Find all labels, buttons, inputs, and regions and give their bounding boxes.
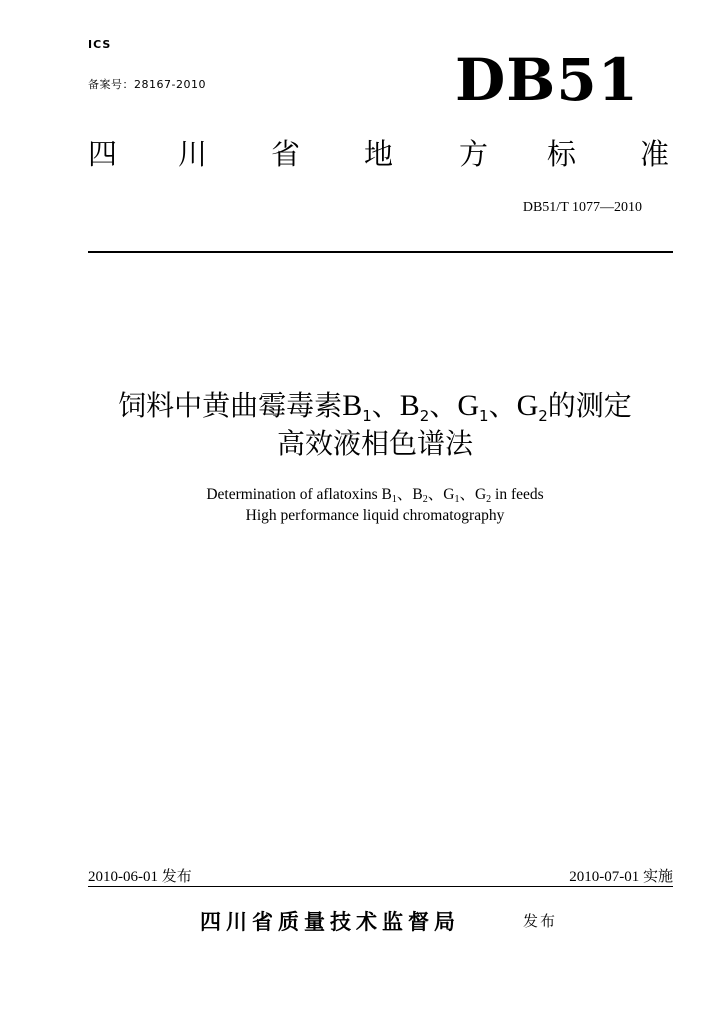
en-title-sub: 1 — [391, 494, 397, 505]
cn-title-g: G — [457, 389, 480, 422]
cn-title-sub: 1 — [479, 407, 489, 425]
cn-title-sub: 2 — [419, 407, 430, 425]
english-title-line2: High performance liquid chromatography — [245, 507, 505, 524]
en-title-g: G — [443, 486, 455, 503]
title-char: 准 — [640, 137, 670, 171]
cn-title-sep: 、 — [429, 389, 458, 422]
en-title-sub: 2 — [422, 494, 428, 505]
ics-label: ICS — [88, 38, 112, 51]
title-char: 地 — [364, 137, 394, 171]
bottom-divider — [88, 886, 673, 887]
cn-title-sep: 、 — [488, 389, 517, 422]
top-divider — [88, 251, 673, 253]
cn-title-sub: 1 — [362, 407, 372, 425]
cn-title-b: B — [342, 389, 363, 422]
record-number: 备案号：28167-2010 — [88, 78, 206, 91]
publish-word: 发布 — [523, 912, 558, 930]
en-title-text: Determination of aflatoxins B — [206, 486, 392, 503]
en-title-suffix: in feeds — [491, 486, 544, 503]
en-title-b: B — [412, 486, 423, 503]
en-title-sub: 1 — [454, 494, 460, 505]
standard-number: DB51/T 1077—2010 — [522, 200, 642, 215]
en-title-g: G — [474, 486, 487, 503]
cn-title-sub: 2 — [538, 407, 548, 425]
publisher: 四川省质量技术监督局 — [200, 910, 460, 934]
en-title-sep: 、 — [459, 486, 475, 503]
en-title-sep: 、 — [427, 486, 444, 503]
title-char: 川 — [178, 137, 208, 171]
db-code: DB51 — [455, 46, 640, 114]
title-char: 四 — [88, 137, 118, 171]
en-title-sub: 2 — [486, 494, 492, 505]
issue-date: 2010-06-01 发布 — [88, 869, 192, 885]
standard-category-title — [88, 134, 678, 174]
cn-title-b: B — [399, 389, 420, 422]
cn-title-suffix: 的测定 — [547, 389, 632, 422]
cn-title-text: 饲料中黄曲霉毒素 — [118, 389, 343, 422]
title-char: 省 — [271, 137, 301, 171]
title-char: 标 — [547, 137, 577, 171]
cn-title-sep: 、 — [371, 389, 400, 422]
title-char: 方 — [459, 137, 489, 171]
chinese-title-line2: 高效液相色谱法 — [276, 427, 473, 460]
en-title-sep: 、 — [396, 486, 413, 503]
effective-date: 2010-07-01 实施 — [569, 869, 673, 885]
cn-title-g: G — [516, 389, 539, 422]
